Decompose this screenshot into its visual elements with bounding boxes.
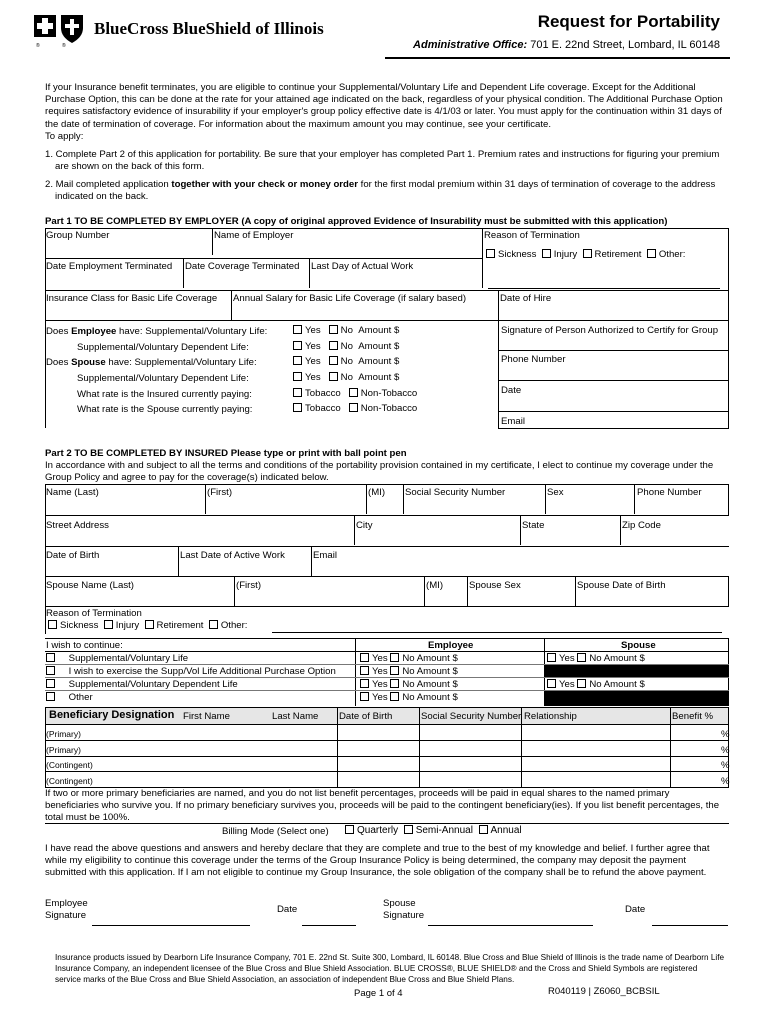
declaration: I have read the above questions and answers and hereby declare that they are complete and true to the best of my knowledge and belief. I further agree that while my eligibility to continue this coverage under the terms of the Group Insurance Policy is being determined, the company may deposit the payment submitted with this application. If I am not eligible to continue my Group Insurance, the sole obligation of the company shall be to refund the above payment. xyxy=(45,843,710,879)
non-tobacco-checkbox[interactable] xyxy=(349,403,358,412)
opt-checkbox[interactable] xyxy=(46,653,55,662)
quarterly-checkbox[interactable] xyxy=(345,825,354,834)
yes-checkbox[interactable] xyxy=(547,679,556,688)
no-checkbox[interactable] xyxy=(577,679,586,688)
pct-sign: % xyxy=(721,729,730,740)
yes-checkbox[interactable] xyxy=(547,653,556,662)
yes-checkbox[interactable] xyxy=(293,341,302,350)
employee-date-line[interactable] xyxy=(302,925,356,926)
p1-reason-options: Sickness Injury Retirement Other: xyxy=(486,249,685,260)
q-spouse-rate: What rate is the Spouse currently paying: xyxy=(77,404,253,415)
spouse-sex-label: Spouse Sex xyxy=(469,580,521,591)
footer-legal: Insurance products issued by Dearborn Life Insurance Company, 701 E. 22nd St. Suite 300, Lombard, IL 60148. Blue Cross and Blue Shield of Illinois is the trade name of Dearborn Life Insurance Company, an independent licensee of the Blue Cross and Blue Shield Association. BLUE CROSS®, BLUE SHIELD® and the Cross and Shield Symbols are registered service marks of the Blue Cross and Blue Shield Association, an association of independent Blue Cross and Blue Shield Plans. xyxy=(55,953,725,984)
p1-yn-row-3: Yes No Amount $ xyxy=(293,356,399,367)
group-number-label: Group Number xyxy=(46,230,110,241)
spouse-signature-label: Spouse Signature xyxy=(383,898,425,921)
no-checkbox[interactable] xyxy=(329,356,338,365)
p1-injury-checkbox[interactable] xyxy=(542,249,551,258)
yes-checkbox[interactable] xyxy=(360,666,369,675)
ben-row-contingent-2: (Contingent) xyxy=(46,776,93,786)
name-last: Name (Last) xyxy=(46,487,99,498)
q-employee-dep-life: Supplemental/Voluntary Dependent Life: xyxy=(77,342,249,353)
semi-annual-checkbox[interactable] xyxy=(404,825,413,834)
p1-tobacco-row-1: Tobacco Non-Tobacco xyxy=(293,388,417,399)
bcbs-logo-icon xyxy=(34,15,84,49)
yes-checkbox[interactable] xyxy=(360,679,369,688)
reason-termination-label: Reason of Termination xyxy=(484,230,580,241)
spouse-row-1: Yes No Amount $ xyxy=(547,653,645,664)
p2-sickness-checkbox[interactable] xyxy=(48,620,57,629)
svg-text:®: ® xyxy=(62,43,66,49)
step-2: 2. Mail completed application together with your check or money order for the first modal premium within 31 days of termination of coverage to the address indicated on the back. xyxy=(45,179,716,203)
emp-row-2: Yes No Amount $ xyxy=(360,666,458,677)
p1-sickness-checkbox[interactable] xyxy=(486,249,495,258)
ben-dob-col: Date of Birth xyxy=(339,711,393,722)
p1-date: Date xyxy=(501,385,522,396)
tobacco-checkbox[interactable] xyxy=(293,388,302,397)
ben-last-col: Last Name xyxy=(272,711,319,722)
email-label: Email xyxy=(313,550,337,561)
part2-heading: Part 2 TO BE COMPLETED BY INSURED Please type or print with ball point pen xyxy=(45,448,407,459)
ben-row-primary-1: (Primary) xyxy=(46,729,81,739)
p1-retirement-checkbox[interactable] xyxy=(583,249,592,258)
tobacco-checkbox[interactable] xyxy=(293,403,302,412)
ssn-label: Social Security Number xyxy=(405,487,506,498)
p2-injury-checkbox[interactable] xyxy=(104,620,113,629)
opt-supp-life: Supplemental/Voluntary Life xyxy=(46,653,188,664)
p1-other-checkbox[interactable] xyxy=(647,249,656,258)
beneficiary-title: Beneficiary Designation xyxy=(49,709,175,721)
employee-column-header: Employee xyxy=(428,640,474,651)
ben-rel-col: Relationship xyxy=(524,711,577,722)
employee-date-label: Date xyxy=(277,904,298,915)
yes-checkbox[interactable] xyxy=(293,325,302,334)
employee-signature-line[interactable] xyxy=(92,925,250,926)
zip-label: Zip Code xyxy=(622,520,661,531)
opt-checkbox[interactable] xyxy=(46,679,55,688)
date-of-hire: Date of Hire xyxy=(500,293,552,304)
spouse-date-label: Date xyxy=(625,904,646,915)
ben-ssn-col: Social Security Number xyxy=(421,711,522,722)
opt-dep-life: Supplemental/Voluntary Dependent Life xyxy=(46,679,238,690)
p2-retirement-checkbox[interactable] xyxy=(145,620,154,629)
spouse-mi-label: (MI) xyxy=(426,580,444,591)
intro-paragraph: If your Insurance benefit terminates, you are eligible to continue your Supplemental/Voluntary Life and Dependent Life coverage. Except for the Additional Purchase Option, this can be done at the rate for your attained age indicated on the back, regardless of your physical condition. The Additional Purchase Option requires satisfactory evidence of insurability if your employer's group policy effective date is 4/1/03 or later. You must apply for the continuation within 31 days of the date of termination of coverage. For information about the maximum amount you may continue, see your certificate. xyxy=(45,82,723,130)
yes-checkbox[interactable] xyxy=(293,356,302,365)
street-label: Street Address xyxy=(46,520,109,531)
ben-row-primary-2: (Primary) xyxy=(46,745,81,755)
pct-sign: % xyxy=(721,760,730,771)
emp-row-3: Yes No Amount $ xyxy=(360,679,458,690)
q-spouse-supp-life: Does Spouse have: Supplemental/Voluntary Life: xyxy=(46,357,257,368)
name-first: (First) xyxy=(207,487,233,498)
part2-intro: In accordance with and subject to all the terms and conditions of the portability provision contained in my certificate, I elect to continue my coverage under the Group Policy and agree to pay for the coverage(s) indicated below. xyxy=(45,460,714,484)
pct-sign: % xyxy=(721,745,730,756)
date-coverage-terminated: Date Coverage Terminated xyxy=(185,261,300,272)
opt-additional-purchase: I wish to exercise the Supp/Vol Life Additional Purchase Option xyxy=(46,666,336,677)
last-active-label: Last Date of Active Work xyxy=(180,550,285,561)
city-label: City xyxy=(356,520,373,531)
spouse-column-header: Spouse xyxy=(621,640,656,651)
state-label: State xyxy=(522,520,545,531)
annual-checkbox[interactable] xyxy=(479,825,488,834)
svg-text:®: ® xyxy=(36,43,40,49)
sig-authorized: Signature of Person Authorized to Certify for Group xyxy=(501,325,719,336)
spouse-date-line[interactable] xyxy=(652,925,728,926)
part1-heading: Part 1 TO BE COMPLETED BY EMPLOYER (A copy of original approved Evidence of Insurability must be submitted with this application) xyxy=(45,216,668,227)
spouse-signature-line[interactable] xyxy=(428,925,593,926)
p1-email: Email xyxy=(501,416,525,427)
form-code: R040119 | Z6060_BCBSIL xyxy=(548,986,660,997)
last-day-work: Last Day of Actual Work xyxy=(311,261,414,272)
pct-sign: % xyxy=(721,776,730,787)
step-1: 1. Complete Part 2 of this application for portability. Be sure that your employer has completed Part 1. Premium rates and instructions for figuring your premium are shown on the back of this form. xyxy=(45,149,720,173)
no-checkbox[interactable] xyxy=(390,666,399,675)
ben-pct-col: Benefit % xyxy=(672,711,714,722)
no-checkbox[interactable] xyxy=(329,325,338,334)
ben-first-col: First Name xyxy=(183,711,230,722)
no-checkbox[interactable] xyxy=(390,653,399,662)
p2-other-checkbox[interactable] xyxy=(209,620,218,629)
brand-name: BlueCross BlueShield of Illinois xyxy=(94,19,324,38)
p1-yn-row-1: Yes No Amount $ xyxy=(293,325,399,336)
p1-yn-row-2: Yes No Amount $ xyxy=(293,341,399,352)
non-tobacco-checkbox[interactable] xyxy=(349,388,358,397)
billing-mode-label: Billing Mode (Select one) xyxy=(222,826,329,837)
p1-yn-row-4: Yes No Amount $ xyxy=(293,372,399,383)
page-title: Request for Portability xyxy=(537,12,720,31)
p1-tobacco-row-2: Tobacco Non-Tobacco xyxy=(293,403,417,414)
opt-checkbox[interactable] xyxy=(46,692,55,701)
spouse-last-label: Spouse Name (Last) xyxy=(46,580,134,591)
spouse-row-2-blocked xyxy=(545,665,728,677)
date-employment-terminated: Date Employment Terminated xyxy=(46,261,173,272)
p1-phone: Phone Number xyxy=(501,354,566,365)
yes-checkbox[interactable] xyxy=(293,372,302,381)
no-checkbox[interactable] xyxy=(329,341,338,350)
phone-label: Phone Number xyxy=(637,487,702,498)
wish-label: I wish to continue: xyxy=(46,640,123,651)
spouse-row-4-blocked xyxy=(545,691,728,706)
q-insured-rate: What rate is the Insured currently paying: xyxy=(77,389,252,400)
opt-other: Other xyxy=(46,692,93,703)
no-checkbox[interactable] xyxy=(390,679,399,688)
admin-office: Administrative Office: 701 E. 22nd Street, Lombard, IL 60148 xyxy=(413,39,720,51)
spouse-dob-label: Spouse Date of Birth xyxy=(577,580,666,591)
q-spouse-dep-life: Supplemental/Voluntary Dependent Life: xyxy=(77,373,249,384)
emp-row-4: Yes No Amount $ xyxy=(360,692,458,703)
dob-label: Date of Birth xyxy=(46,550,100,561)
p2-reason-label: Reason of Termination xyxy=(46,608,142,619)
spouse-row-3: Yes No Amount $ xyxy=(547,679,645,690)
annual-salary: Annual Salary for Basic Life Coverage (if salary based) xyxy=(233,293,467,304)
yes-checkbox[interactable] xyxy=(360,692,369,701)
no-checkbox[interactable] xyxy=(329,372,338,381)
no-checkbox[interactable] xyxy=(577,653,586,662)
emp-row-1: Yes No Amount $ xyxy=(360,653,458,664)
employee-signature-label: Employee Signature xyxy=(45,898,88,921)
sex-label: Sex xyxy=(547,487,564,498)
to-apply: To apply: xyxy=(45,131,84,142)
q-employee-supp-life: Does Employee have: Supplemental/Voluntary Life: xyxy=(46,326,268,337)
opt-checkbox[interactable] xyxy=(46,666,55,675)
billing-options: Quarterly Semi-Annual Annual xyxy=(345,825,522,836)
p2-reason-options: Sickness Injury Retirement Other: xyxy=(48,620,247,631)
beneficiary-note: If two or more primary beneficiaries are named, and you do not list benefit percentages, proceeds will be paid in equal shares to the named primary beneficiaries who survive you. If no primary beneficiary survives you, proceeds will be paid to the contingent beneficiary(ies). If you list benefit percentages, the total must be 100%. xyxy=(45,788,720,824)
page-number: Page 1 of 4 xyxy=(354,988,403,999)
spouse-first-label: (First) xyxy=(236,580,262,591)
employer-name-label: Name of Employer xyxy=(214,230,294,241)
yes-checkbox[interactable] xyxy=(360,653,369,662)
ben-row-contingent-1: (Contingent) xyxy=(46,760,93,770)
name-mi: (MI) xyxy=(368,487,386,498)
insurance-class: Insurance Class for Basic Life Coverage xyxy=(46,293,218,304)
no-checkbox[interactable] xyxy=(390,692,399,701)
